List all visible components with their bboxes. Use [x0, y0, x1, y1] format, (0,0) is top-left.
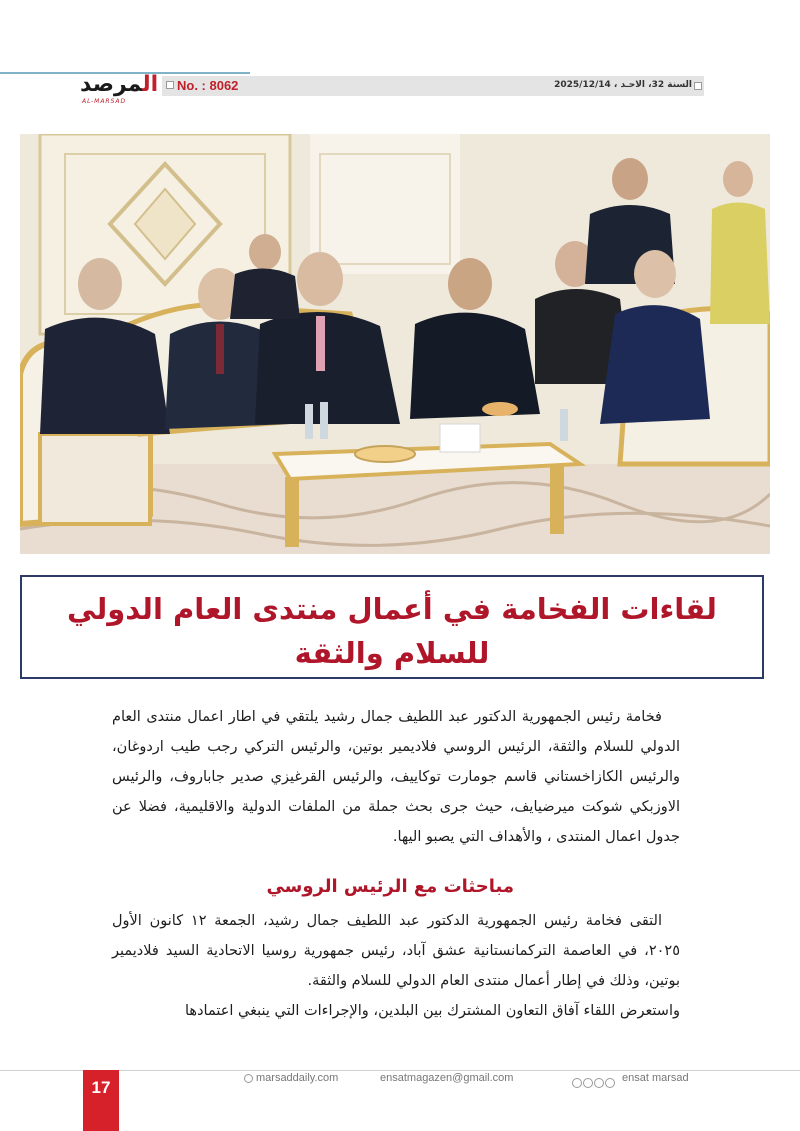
page-number: 17 [91, 1078, 111, 1097]
twitter-icon[interactable] [583, 1078, 593, 1088]
footer-social-icons [572, 1072, 616, 1091]
issue-date: السنة 32، الاحـد ، 2025/12/14 [554, 80, 692, 90]
globe-icon [244, 1074, 253, 1083]
instagram-icon[interactable] [594, 1078, 604, 1088]
bullet-square-icon [694, 82, 702, 90]
article-photo [20, 134, 770, 554]
article-title-box [20, 575, 764, 679]
photo-image [20, 134, 770, 554]
article-paragraph: فخامة رئيس الجمهورية الدكتور عبد اللطيف جمال رشيد يلتقي في اطار اعمال منتدى العام الدولي للسلام والثقة، الرئيس الروسي فلاديمير بوتين، والرئيس التركي رجب طيب اردوغان، والرئيس الكازاخستاني قاسم جومارت توكاييف، والرئيس القرغيزي صدير جاباروف، والرئيس الاوزبكي شوكت ميرضيايف، حيث جرى بحث جملة من الملفات الدولية والاقليمية، فضلا عن جدول اعمال المنتدى ، والأهداف التي يصبو اليها. [112, 709, 680, 845]
youtube-icon[interactable] [605, 1078, 615, 1088]
footer-website[interactable]: marsaddaily.com [244, 1072, 338, 1084]
article-title: لقاءات الفخامة في أعمال منتدى العام الدولي للسلام والثقة [67, 592, 717, 670]
logo-wordmark: المرصد [80, 72, 159, 97]
logo-subtitle: AL-MARSAD [82, 98, 127, 105]
facebook-icon[interactable] [572, 1078, 582, 1088]
footer-rule [0, 1070, 800, 1071]
header-bar [162, 76, 704, 96]
section-paragraph: واستعرض اللقاء آفاق التعاون المشترك بين البلدين، والإجراءات التي ينبغي اعتمادها [185, 1003, 680, 1019]
section-subheading: مباحثات مع الرئيس الروسي [266, 876, 514, 897]
page-number-tab [83, 1070, 119, 1131]
issue-number: No. : 8062 [166, 78, 238, 93]
footer-email[interactable]: ensatmagazen@gmail.com [380, 1072, 514, 1084]
section-paragraph: التقى فخامة رئيس الجمهورية الدكتور عبد اللطيف جمال رشيد، الجمعة ١٢ كانون الأول ٢٠٢٥، في العاصمة التركمانستانية عشق آباد، رئيس جمهورية روسيا الاتحادية السيد فلاديمير بوتين، وذلك في إطار أعمال منتدى العام الدولي للسلام والثقة. [112, 913, 680, 989]
publication-logo [80, 72, 160, 108]
footer-social-name: ensat marsad [622, 1072, 689, 1084]
bullet-square-icon [166, 81, 174, 89]
